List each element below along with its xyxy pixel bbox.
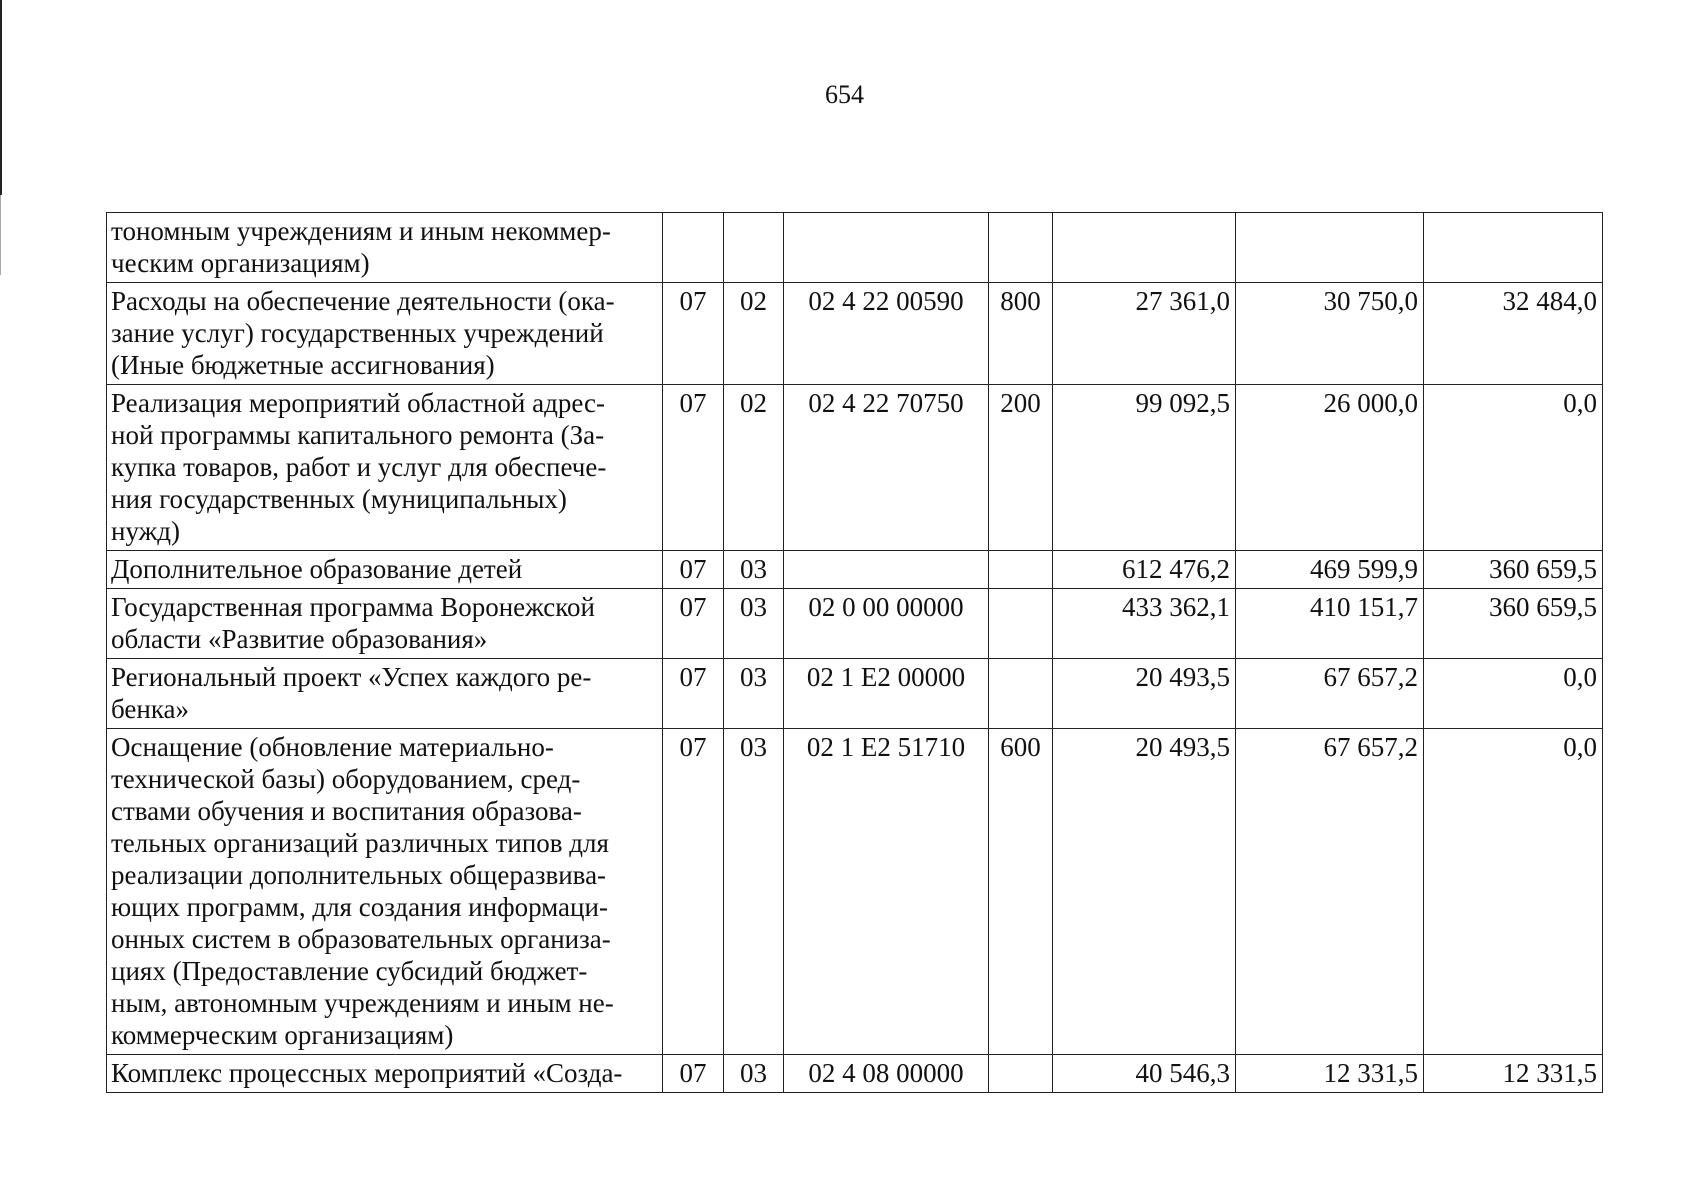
item-name-line: ющих программ, для создания информаци- bbox=[111, 892, 608, 922]
item-name-line: нужд) bbox=[111, 516, 180, 546]
cell-subsection: 02 bbox=[724, 385, 784, 551]
cell-amount-year-2 bbox=[1236, 213, 1424, 283]
cell-amount-year-1: 433 362,1 bbox=[1053, 589, 1236, 659]
cell-subsection: 03 bbox=[724, 1055, 784, 1093]
item-name-line: бенка» bbox=[111, 694, 190, 724]
cell-section: 07 bbox=[663, 659, 724, 729]
cell-subsection: 03 bbox=[724, 729, 784, 1055]
cell-section bbox=[663, 213, 724, 283]
table-row bbox=[107, 659, 1603, 729]
cell-section: 07 bbox=[663, 729, 724, 1055]
table-row bbox=[107, 729, 1603, 1055]
cell-item-name bbox=[107, 729, 663, 1055]
cell-amount-year-1: 40 546,3 bbox=[1053, 1055, 1236, 1093]
cell-amount-year-2: 30 750,0 bbox=[1236, 283, 1424, 385]
cell-section: 07 bbox=[663, 551, 724, 589]
item-name-line: Комплекс процессных мероприятий «Созда- bbox=[111, 1058, 623, 1088]
cell-item-name bbox=[107, 659, 663, 729]
page-number: 654 bbox=[825, 80, 864, 109]
cell-amount-year-2: 12 331,5 bbox=[1236, 1055, 1424, 1093]
cell-expense-type: 800 bbox=[989, 283, 1053, 385]
item-name-line: циях (Предоставление субсидий бюджет- bbox=[111, 956, 588, 986]
table-body bbox=[107, 213, 1603, 1093]
item-name-line: зание услуг) государственных учреждений bbox=[111, 318, 604, 348]
cell-amount-year-1: 20 493,5 bbox=[1053, 729, 1236, 1055]
cell-target-article: 02 0 00 00000 bbox=[784, 589, 989, 659]
item-name-line: онных систем в образовательных организа- bbox=[111, 924, 611, 954]
item-name-line: Государственная программа Воронежской bbox=[111, 592, 595, 622]
cell-item-name bbox=[107, 283, 663, 385]
cell-amount-year-1: 27 361,0 bbox=[1053, 283, 1236, 385]
cell-item-name bbox=[107, 385, 663, 551]
cell-subsection bbox=[724, 213, 784, 283]
item-name-line: коммерческим организациям) bbox=[111, 1020, 454, 1050]
cell-amount-year-2: 67 657,2 bbox=[1236, 729, 1424, 1055]
cell-amount-year-3: 360 659,5 bbox=[1424, 589, 1603, 659]
cell-amount-year-2: 469 599,9 bbox=[1236, 551, 1424, 589]
table-row bbox=[107, 385, 1603, 551]
cell-expense-type bbox=[989, 213, 1053, 283]
cell-item-name bbox=[107, 1055, 663, 1093]
item-name-line: технической базы) оборудованием, сред- bbox=[111, 764, 581, 794]
cell-section: 07 bbox=[663, 589, 724, 659]
cell-expense-type: 600 bbox=[989, 729, 1053, 1055]
cell-amount-year-2: 410 151,7 bbox=[1236, 589, 1424, 659]
cell-amount-year-3: 32 484,0 bbox=[1424, 283, 1603, 385]
cell-amount-year-1: 99 092,5 bbox=[1053, 385, 1236, 551]
cell-amount-year-3: 12 331,5 bbox=[1424, 1055, 1603, 1093]
item-name-line: Региональный проект «Успех каждого ре- bbox=[111, 662, 592, 692]
table-row bbox=[107, 213, 1603, 283]
cell-amount-year-3: 0,0 bbox=[1424, 385, 1603, 551]
cell-amount-year-3: 360 659,5 bbox=[1424, 551, 1603, 589]
cell-amount-year-1: 612 476,2 bbox=[1053, 551, 1236, 589]
cell-target-article bbox=[784, 213, 989, 283]
cell-item-name bbox=[107, 589, 663, 659]
cell-section: 07 bbox=[663, 1055, 724, 1093]
cell-target-article bbox=[784, 551, 989, 589]
cell-expense-type bbox=[989, 551, 1053, 589]
cell-subsection: 03 bbox=[724, 551, 784, 589]
cell-expense-type bbox=[989, 589, 1053, 659]
cell-expense-type: 200 bbox=[989, 385, 1053, 551]
cell-amount-year-2: 67 657,2 bbox=[1236, 659, 1424, 729]
cell-subsection: 03 bbox=[724, 659, 784, 729]
cell-target-article: 02 4 22 00590 bbox=[784, 283, 989, 385]
item-name-line: купка товаров, работ и услуг для обеспече- bbox=[111, 452, 607, 482]
cell-target-article: 02 1 E2 00000 bbox=[784, 659, 989, 729]
cell-expense-type bbox=[989, 1055, 1053, 1093]
item-name-line: Дополнительное образование детей bbox=[111, 554, 523, 584]
cell-amount-year-3: 0,0 bbox=[1424, 729, 1603, 1055]
item-name-line: ствами обучения и воспитания образова- bbox=[111, 796, 582, 826]
item-name-line: (Иные бюджетные ассигнования) bbox=[111, 350, 495, 380]
item-name-line: реализации дополнительных общеразвива- bbox=[111, 860, 607, 890]
cell-amount-year-3: 0,0 bbox=[1424, 659, 1603, 729]
cell-section: 07 bbox=[663, 385, 724, 551]
budget-table bbox=[106, 212, 1603, 1093]
cell-target-article: 02 4 08 00000 bbox=[784, 1055, 989, 1093]
item-name-line: Расходы на обеспечение деятельности (ока- bbox=[111, 286, 615, 316]
cell-expense-type bbox=[989, 659, 1053, 729]
cell-target-article: 02 1 E2 51710 bbox=[784, 729, 989, 1055]
item-name-line: ной программы капитального ремонта (За- bbox=[111, 420, 605, 450]
cell-subsection: 02 bbox=[724, 283, 784, 385]
table-row bbox=[107, 283, 1603, 385]
cell-subsection: 03 bbox=[724, 589, 784, 659]
cell-target-article: 02 4 22 70750 bbox=[784, 385, 989, 551]
cell-amount-year-3 bbox=[1424, 213, 1603, 283]
item-name-line: ческим организациям) bbox=[111, 248, 370, 278]
item-name-line: ния государственных (муниципальных) bbox=[111, 484, 567, 514]
item-name-line: тельных организаций различных типов для bbox=[111, 828, 609, 858]
item-name-line: ным, автономным учреждениям и иным не- bbox=[111, 988, 614, 1018]
table-row bbox=[107, 1055, 1603, 1093]
item-name-line: области «Развитие образования» bbox=[111, 624, 488, 654]
cell-amount-year-1: 20 493,5 bbox=[1053, 659, 1236, 729]
item-name-line: тономным учреждениям и иным некоммер- bbox=[111, 216, 611, 246]
cell-item-name bbox=[107, 213, 663, 283]
cell-amount-year-2: 26 000,0 bbox=[1236, 385, 1424, 551]
cell-section: 07 bbox=[663, 283, 724, 385]
cell-item-name bbox=[107, 551, 663, 589]
scan-edge-line-faint bbox=[0, 195, 1, 275]
item-name-line: Оснащение (обновление материально- bbox=[111, 732, 554, 762]
cell-amount-year-1 bbox=[1053, 213, 1236, 283]
item-name-line: Реализация мероприятий областной адрес- bbox=[111, 388, 605, 418]
table-row bbox=[107, 589, 1603, 659]
table-row bbox=[107, 551, 1603, 589]
